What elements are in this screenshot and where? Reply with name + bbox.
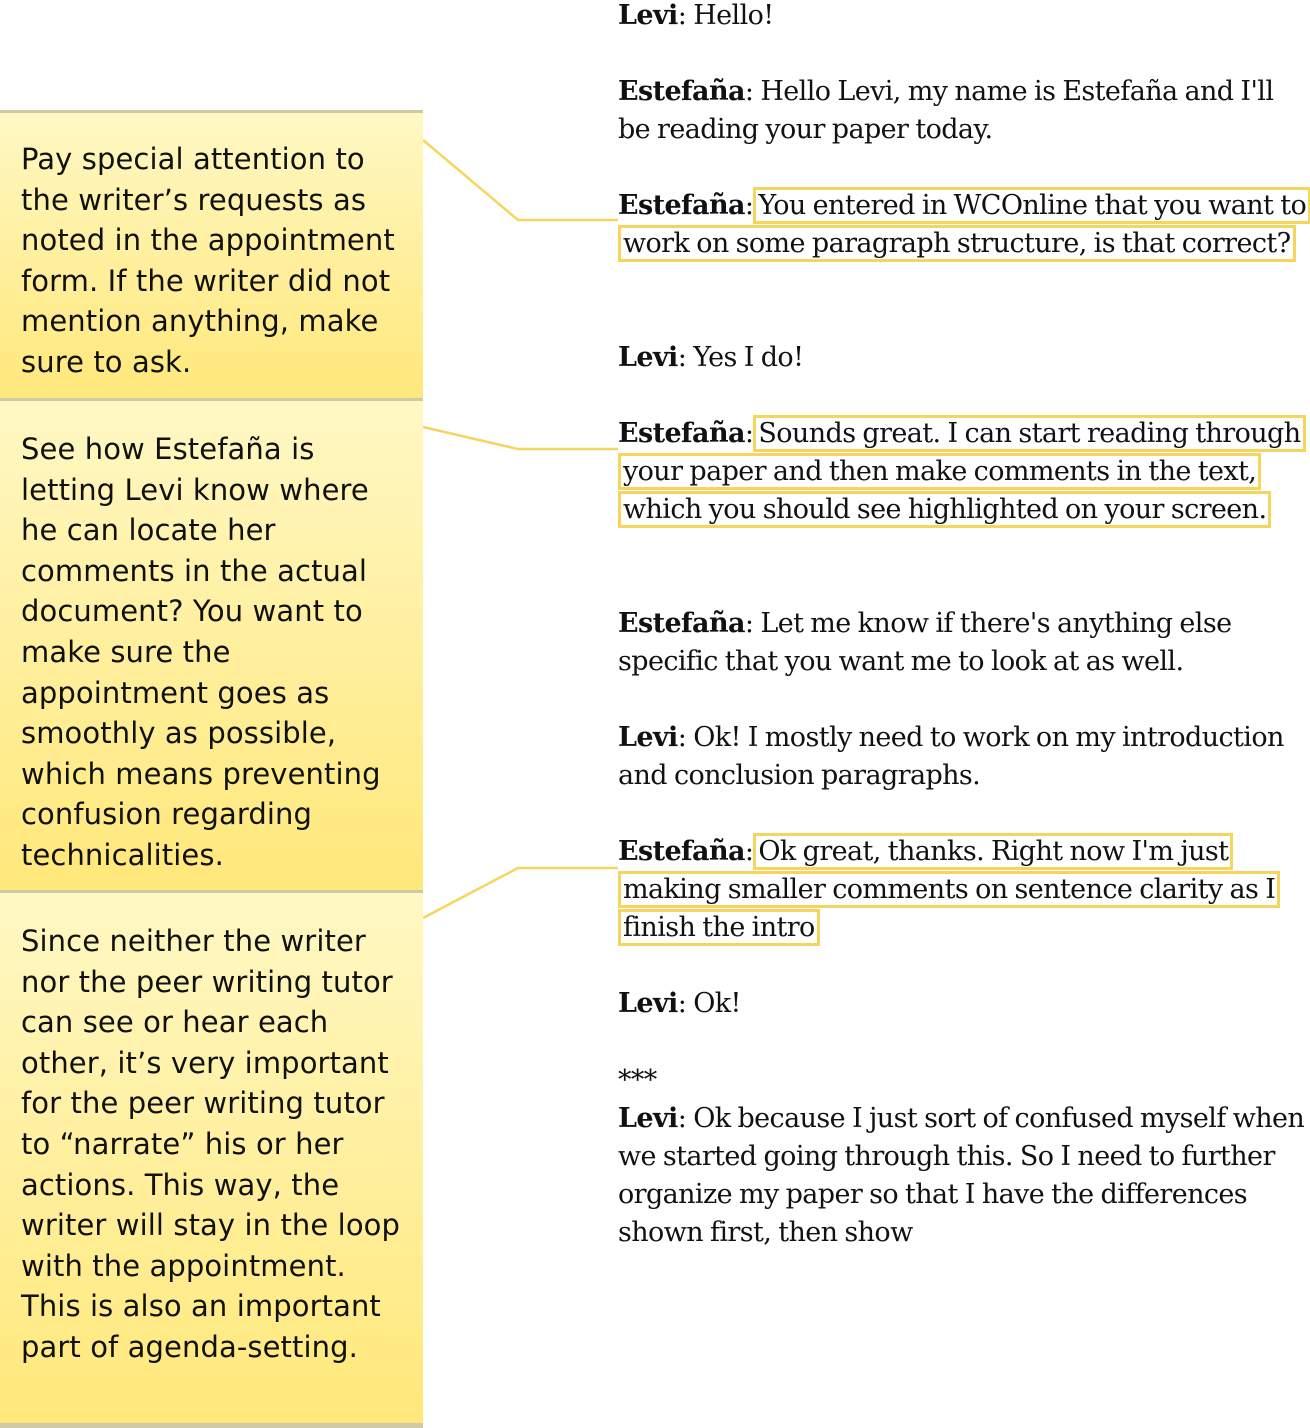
message-text: Let me know if there's anything else specific that you want me to look at as well. xyxy=(618,608,1232,677)
sticky-note-narrate-actions xyxy=(0,890,423,1426)
note-text: Pay special attention to the writer’s requests as noted in the appointment form. If the writer did not mention anything, make sure to ask. xyxy=(21,142,395,379)
note-bottom-divider xyxy=(0,1423,423,1428)
connector-line-3 xyxy=(423,868,618,918)
chat-message: Levi: Ok because I just sort of confused myself when we started going through this. So I need to further organize my paper so that I have the differences shown first, then show xyxy=(618,1103,1305,1248)
chat-message: Levi: Ok! I mostly need to work on my introduction and conclusion paragraphs. xyxy=(618,722,1284,791)
message-speaker: Estefaña xyxy=(618,608,745,639)
chat-message-highlighted: Estefaña: Sounds great. I can start reading through your paper and then make comments in the text, which you should see highlighted on your screen. xyxy=(618,415,1308,529)
highlighted-message-text: Sounds great. I can start reading through your paper and then make comments in the text, which you should see highlighted on your screen. xyxy=(618,415,1306,528)
message-speaker: Estefaña xyxy=(618,190,745,221)
message-speaker: Levi xyxy=(618,722,678,753)
message-text: Ok! xyxy=(693,988,741,1019)
chat-message-highlighted: Estefaña: Ok great, thanks. Right now I'm just making smaller comments on sentence clarity as I finish the intro xyxy=(618,833,1308,947)
sticky-note-comment-location xyxy=(0,398,423,892)
chat-message: Levi: Yes I do! xyxy=(618,342,804,373)
message-speaker: Estefaña xyxy=(618,418,745,449)
message-speaker: Levi xyxy=(618,0,678,31)
message-text: Yes I do! xyxy=(693,342,804,373)
message-speaker: Estefaña xyxy=(618,836,745,867)
chat-message-highlighted: Estefaña: You entered in WCOnline that you want to work on some paragraph structure, is that correct? xyxy=(618,187,1308,263)
highlighted-message-text: You entered in WCOnline that you want to work on some paragraph structure, is that correct? xyxy=(618,187,1310,262)
note-text: See how Estefaña is letting Levi know where he can locate her comments in the actual document? You want to make sure the appointment goes as smoothly as possible, which means preventing confusion regarding technicalities. xyxy=(21,432,381,872)
chat-message: Estefaña: Let me know if there's anything else specific that you want me to look at as well. xyxy=(618,608,1232,677)
chat-message: Levi: Hello! xyxy=(618,0,774,31)
message-text: Hello Levi, my name is Estefaña and I'll be reading your paper today. xyxy=(618,76,1274,145)
highlighted-message-text: Ok great, thanks. Right now I'm just making smaller comments on sentence clarity as I finish the intro xyxy=(618,833,1280,946)
message-speaker: Levi xyxy=(618,988,678,1019)
message-text: Ok! I mostly need to work on my introduction and conclusion paragraphs. xyxy=(618,722,1284,791)
message-speaker: Levi xyxy=(618,1103,678,1134)
chat-message: Estefaña: Hello Levi, my name is Estefaña and I'll be reading your paper today. xyxy=(618,76,1274,145)
connector-line-2 xyxy=(423,427,618,449)
message-speaker: Estefaña xyxy=(618,76,745,107)
note-text: Since neither the writer nor the peer writing tutor can see or hear each other, it’s very important for the peer writing tutor to “narrate” his or her actions. This way, the writer will stay in the loop with the appointment. This is also an important part of agenda-setting. xyxy=(21,924,401,1364)
message-text: Ok because I just sort of confused myself when we started going through this. So I need to further organize my paper so that I have the differences shown first, then show xyxy=(618,1103,1305,1248)
connector-line-1 xyxy=(423,140,618,220)
message-text: Hello! xyxy=(693,0,774,31)
chat-message: Levi: Ok! xyxy=(618,988,741,1019)
message-speaker: Levi xyxy=(618,342,678,373)
sticky-note-agenda-request xyxy=(0,110,423,400)
transcript-separator: *** xyxy=(618,1065,657,1096)
